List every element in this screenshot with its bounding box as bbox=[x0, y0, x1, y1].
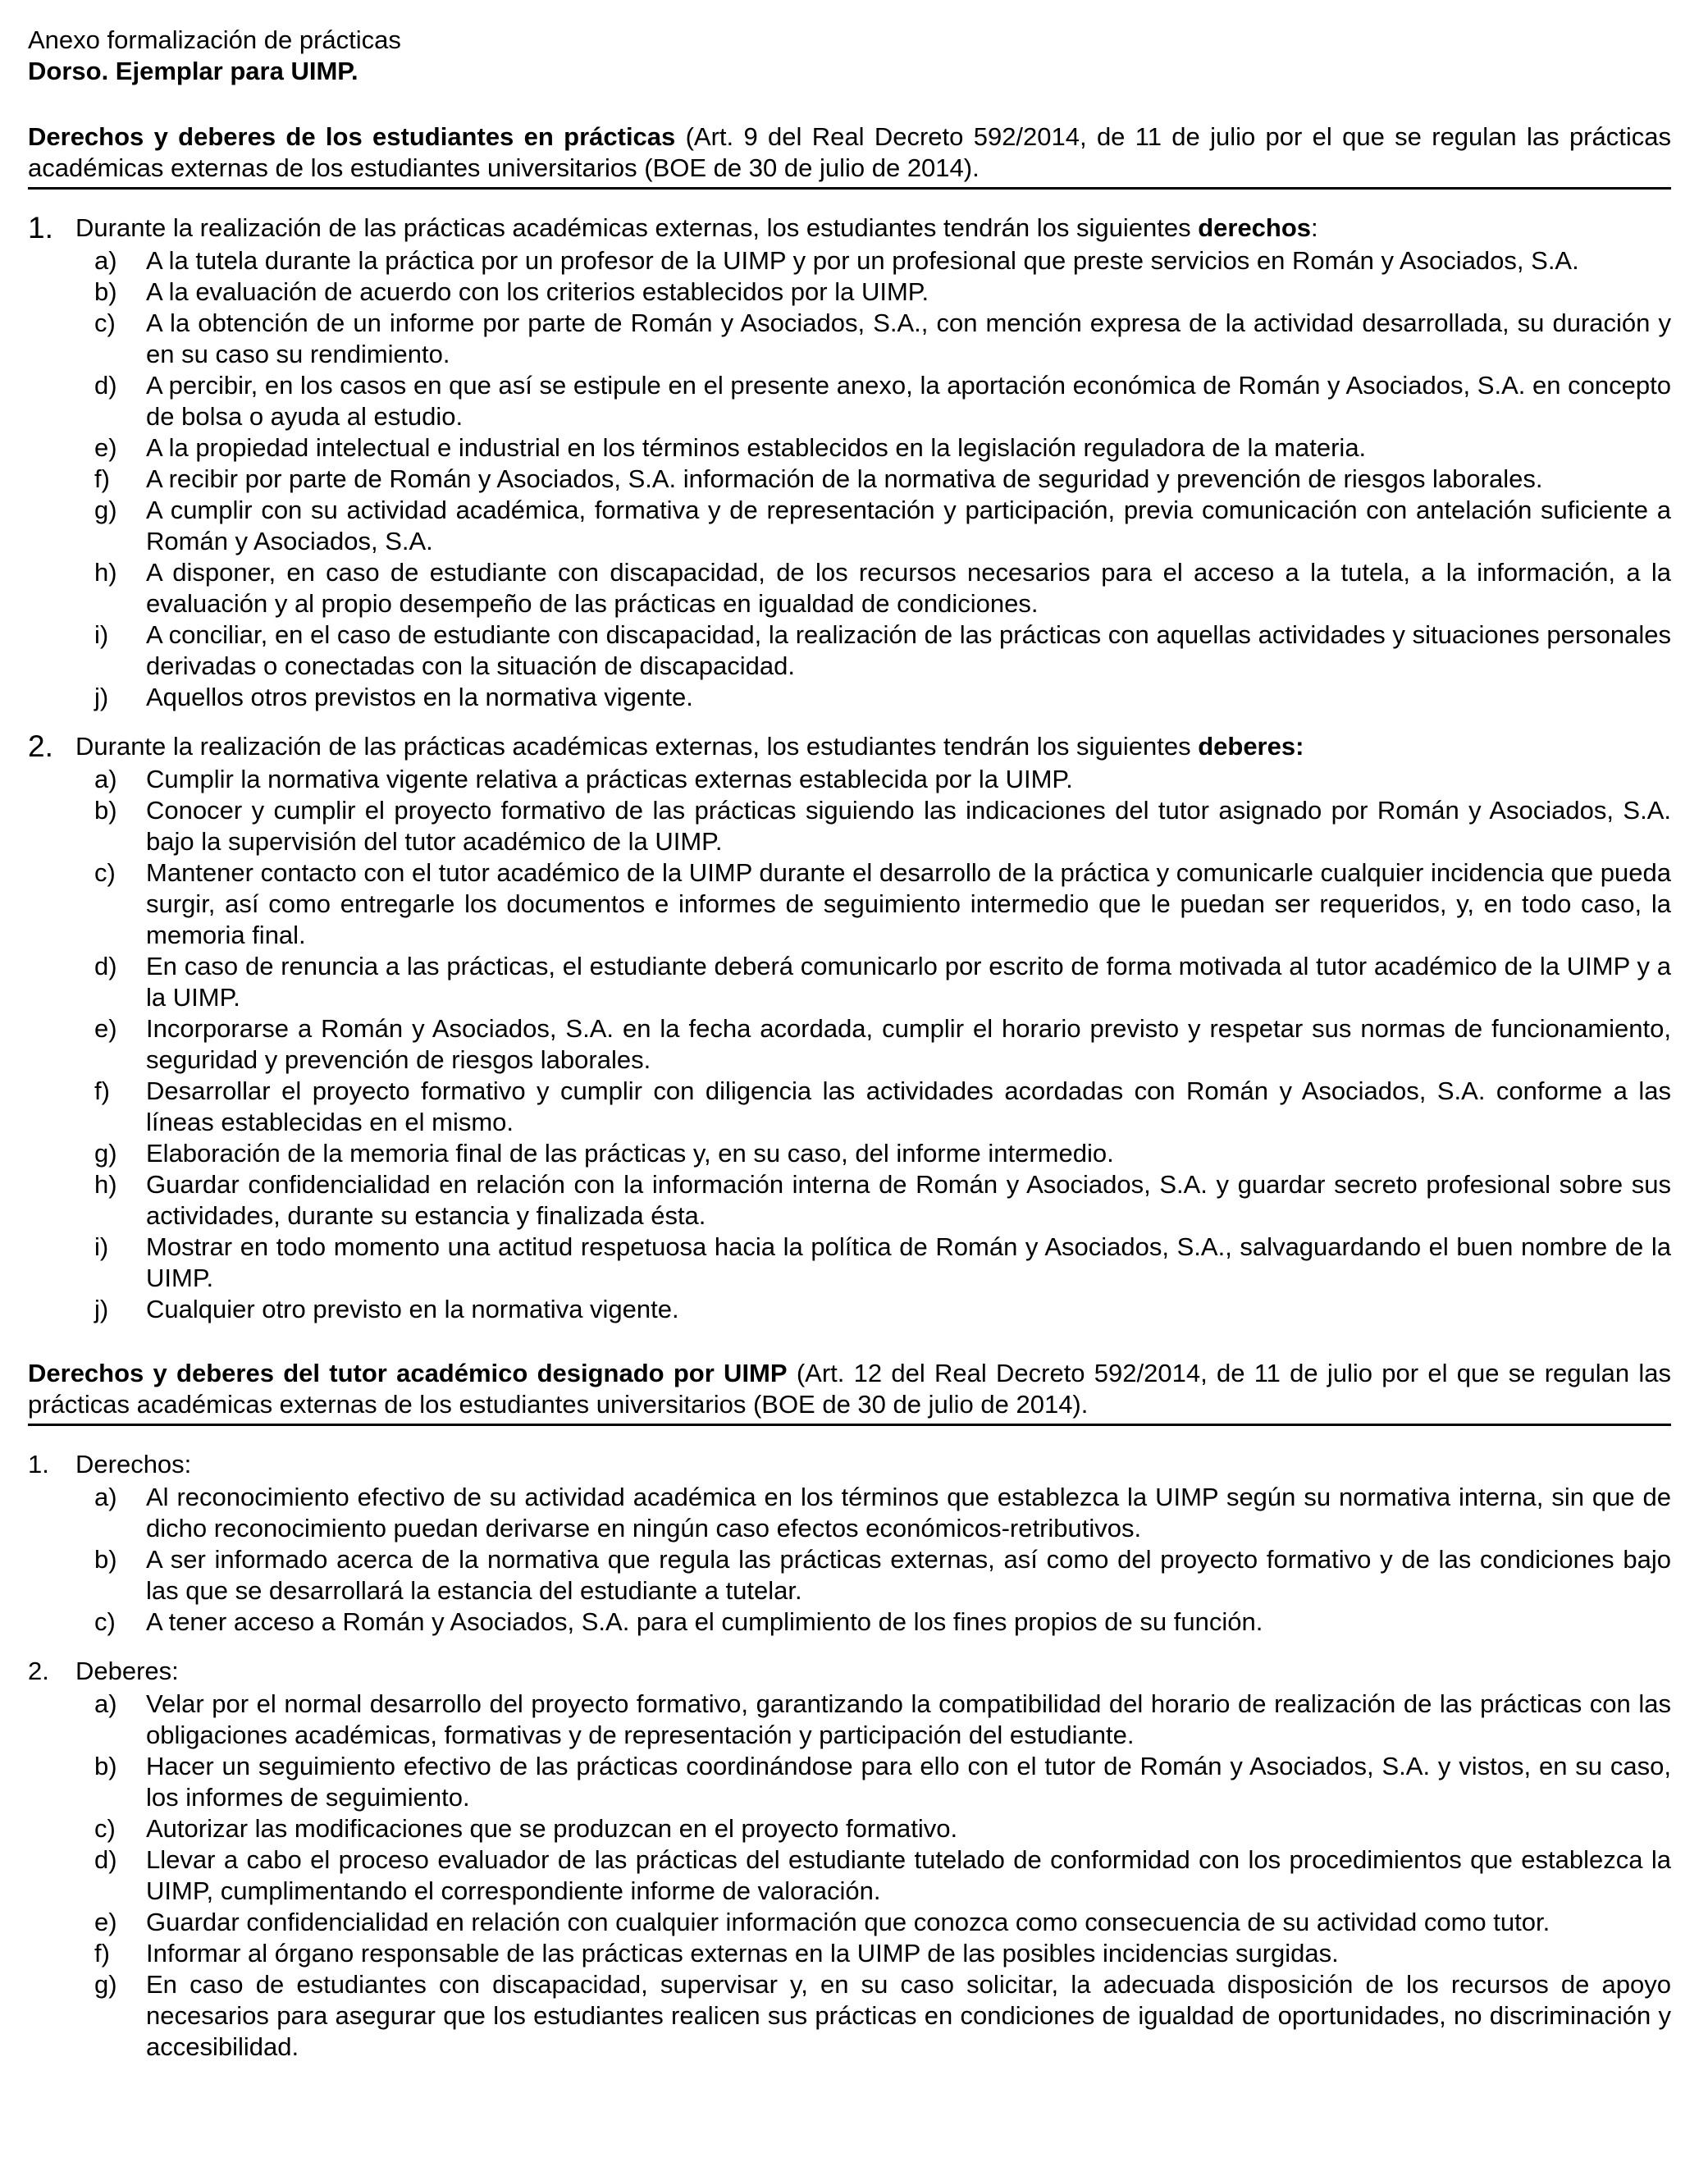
section-heading-bold: Derechos y deberes de los estudiantes en prácticas bbox=[28, 122, 676, 151]
list-item bbox=[75, 1544, 1671, 1607]
list-item-letter: d) bbox=[94, 1845, 117, 1874]
list-item bbox=[75, 557, 1671, 619]
list-item-text: En caso de renuncia a las prácticas, el estudiante deberá comunicarlo por escrito de forma motivada al tutor académico de la UIMP y a la UIMP. bbox=[146, 952, 1671, 1012]
estudiantes-deberes bbox=[28, 731, 1671, 1325]
list-item bbox=[75, 464, 1671, 495]
list-item-letter: h) bbox=[94, 1170, 117, 1199]
list-item-text: A la propiedad intelectual e industrial en los términos establecidos en la legislación reguladora de la materia. bbox=[146, 433, 1367, 462]
list-item-letter: i) bbox=[94, 620, 109, 649]
list-item bbox=[75, 1232, 1671, 1294]
list-item-letter: b) bbox=[94, 796, 117, 825]
list-intro-bold: derechos bbox=[1198, 213, 1312, 242]
list-item bbox=[75, 1013, 1671, 1076]
list-intro: Deberes: bbox=[75, 1657, 179, 1685]
list-item-letter: c) bbox=[94, 309, 116, 337]
list-item-letter: g) bbox=[94, 496, 117, 524]
list-item-letter: c) bbox=[94, 1607, 116, 1636]
sublist bbox=[75, 764, 1671, 1325]
list-item bbox=[75, 1138, 1671, 1169]
list-item-letter: e) bbox=[94, 1014, 117, 1043]
list-item bbox=[75, 1169, 1671, 1232]
list-item bbox=[75, 795, 1671, 857]
list-item bbox=[75, 1607, 1671, 1638]
estudiantes-derechos bbox=[28, 213, 1671, 713]
list-item bbox=[75, 1813, 1671, 1844]
list-item-text: Aquellos otros previstos en la normativa vigente. bbox=[146, 683, 693, 711]
list-item bbox=[75, 1482, 1671, 1544]
list-item-letter: j) bbox=[94, 1295, 109, 1323]
list-item-letter: j) bbox=[94, 683, 109, 711]
section-heading-reference: (Art. 9 del Real Decreto 592/2014, de 11 de julio por el que se regulan las prácticas académicas externas de los estudiantes universitarios (BOE de 30 de julio de 2014). bbox=[28, 122, 1671, 182]
list-item bbox=[75, 432, 1671, 464]
list-item-text: A recibir por parte de Román y Asociados, S.A. información de la normativa de seguridad y prevención de riesgos laborales. bbox=[146, 464, 1543, 493]
list-item-letter: d) bbox=[94, 952, 117, 980]
list-item-text: Velar por el normal desarrollo del proyecto formativo, garantizando la compatibilidad del horario de realización de las prácticas con las obligaciones académicas, formativas y de representación y participación del estudiante. bbox=[146, 1689, 1671, 1749]
list-item-text: A cumplir con su actividad académica, formativa y de representación y participación, previa comunicación con antelación suficiente a Román y Asociados, S.A. bbox=[146, 496, 1671, 555]
list-item-text: A conciliar, en el caso de estudiante con discapacidad, la realización de las prácticas con aquellas actividades y situaciones personales derivadas o conectadas con la situación de discapacidad. bbox=[146, 620, 1671, 680]
list-number: 2. bbox=[28, 1657, 49, 1685]
list-item-letter: f) bbox=[94, 1076, 110, 1105]
list-item-letter: a) bbox=[94, 765, 117, 793]
list-intro: Durante la realización de las prácticas académicas externas, los estudiantes tendrán los siguientes bbox=[75, 732, 1199, 761]
list-item-text: A ser informado acerca de la normativa que regula las prácticas externas, así como del proyecto formativo y de las condiciones bajo las que se desarrollará la estancia del estudiante a tutelar. bbox=[146, 1545, 1671, 1605]
list-item bbox=[75, 370, 1671, 432]
list-item-letter: a) bbox=[94, 246, 117, 275]
list-number: 2. bbox=[28, 729, 53, 763]
list-item-letter: g) bbox=[94, 1139, 117, 1168]
list-item-letter: c) bbox=[94, 858, 116, 887]
document-subtitle: Dorso. Ejemplar para UIMP. bbox=[28, 57, 358, 85]
list-item-text: Desarrollar el proyecto formativo y cumplir con diligencia las actividades acordadas con Román y Asociados, S.A. conforme a las líneas establecidas en el mismo. bbox=[146, 1076, 1671, 1136]
list-number: 1. bbox=[28, 1450, 49, 1479]
list-item bbox=[75, 619, 1671, 682]
list-item-letter: b) bbox=[94, 1545, 117, 1574]
list-item bbox=[75, 764, 1671, 795]
list-item bbox=[75, 682, 1671, 713]
list-item-letter: c) bbox=[94, 1814, 116, 1843]
list-item bbox=[75, 1844, 1671, 1907]
list-item-letter: a) bbox=[94, 1483, 117, 1511]
list-item bbox=[75, 308, 1671, 370]
list-item-text: Autorizar las modificaciones que se produzcan en el proyecto formativo. bbox=[146, 1814, 958, 1843]
estudiantes-list bbox=[28, 213, 1671, 1325]
list-intro: Durante la realización de las prácticas académicas externas, los estudiantes tendrán los siguientes bbox=[75, 213, 1199, 242]
sublist bbox=[75, 1689, 1671, 2063]
list-item-text: A percibir, en los casos en que así se estipule en el presente anexo, la aportación económica de Román y Asociados, S.A. en concepto de bolsa o ayuda al estudio. bbox=[146, 371, 1671, 431]
list-intro: Derechos: bbox=[75, 1450, 192, 1479]
tutor-deberes bbox=[28, 1656, 1671, 2063]
list-item-letter: g) bbox=[94, 1970, 117, 1999]
list-item-letter: e) bbox=[94, 1908, 117, 1936]
list-item-text: Informar al órgano responsable de las prácticas externas en la UIMP de las posibles incidencias surgidas. bbox=[146, 1939, 1339, 1968]
list-item bbox=[75, 951, 1671, 1013]
list-item bbox=[75, 1689, 1671, 1751]
list-number: 1. bbox=[28, 211, 53, 245]
list-item-letter: f) bbox=[94, 1939, 110, 1968]
list-item-text: Mostrar en todo momento una actitud respetuosa hacia la política de Román y Asociados, S.A., salvaguardando el buen nombre de la UIMP. bbox=[146, 1232, 1671, 1292]
list-item-letter: h) bbox=[94, 558, 117, 587]
list-item-letter: e) bbox=[94, 433, 117, 462]
list-item-letter: f) bbox=[94, 464, 110, 493]
list-item-text: Guardar confidencialidad en relación con la información interna de Román y Asociados, S.A. y guardar secreto profesional sobre sus actividades, durante su estancia y finalizada ésta. bbox=[146, 1170, 1671, 1230]
list-item bbox=[75, 277, 1671, 308]
list-item-text: Hacer un seguimiento efectivo de las prácticas coordinándose para ello con el tutor de Román y Asociados, S.A. y vistos, en su caso, los informes de seguimiento. bbox=[146, 1752, 1671, 1812]
list-item bbox=[75, 1751, 1671, 1813]
list-item-text: En caso de estudiantes con discapacidad, supervisar y, en su caso solicitar, la adecuada disposición de los recursos de apoyo necesarios para asegurar que los estudiantes realicen sus prácticas en condiciones de igualdad de oportunidades, no discriminación y accesibilidad. bbox=[146, 1970, 1671, 2061]
list-item-letter: b) bbox=[94, 1752, 117, 1780]
tutor-list bbox=[28, 1449, 1671, 2063]
tutor-derechos bbox=[28, 1449, 1671, 1638]
list-item-text: Cumplir la normativa vigente relativa a prácticas externas establecida por la UIMP. bbox=[146, 765, 1073, 793]
list-item-text: Guardar confidencialidad en relación con cualquier información que conozca como consecuencia de su actividad como tutor. bbox=[146, 1908, 1550, 1936]
list-item-text: Al reconocimiento efectivo de su actividad académica en los términos que establezca la UIMP según su normativa interna, sin que de dicho reconocimiento puedan derivarse en ningún caso efectos económicos-retributivos. bbox=[146, 1483, 1671, 1543]
list-item-letter: a) bbox=[94, 1689, 117, 1718]
list-item bbox=[75, 857, 1671, 951]
list-item-letter: d) bbox=[94, 371, 117, 400]
list-item bbox=[75, 1938, 1671, 1969]
list-item bbox=[75, 245, 1671, 277]
list-item bbox=[75, 1969, 1671, 2063]
section-heading-reference: (Art. 12 del Real Decreto 592/2014, de 11 de julio por el que se regulan las prácticas académicas externas de los estudiantes universitarios (BOE de 30 de julio de 2014). bbox=[28, 1359, 1672, 1419]
list-item-text: Conocer y cumplir el proyecto formativo de las prácticas siguiendo las indicaciones del tutor asignado por Román y Asociados, S.A. bajo la supervisión del tutor académico de la UIMP. bbox=[146, 796, 1671, 856]
list-item-text: Incorporarse a Román y Asociados, S.A. en la fecha acordada, cumplir el horario previsto y respetar sus normas de funcionamiento, seguridad y prevención de riesgos laborales. bbox=[146, 1014, 1671, 1074]
list-item-text: A disponer, en caso de estudiante con discapacidad, de los recursos necesarios para el acceso a la tutela, a la información, a la evaluación y al propio desempeño de las prácticas en igualdad de condiciones. bbox=[146, 558, 1671, 618]
list-item bbox=[75, 495, 1671, 557]
list-intro-bold: deberes: bbox=[1198, 732, 1304, 761]
section-heading-tutor bbox=[28, 1358, 1671, 1426]
list-item-text: A la evaluación de acuerdo con los criterios establecidos por la UIMP. bbox=[146, 277, 929, 306]
section-heading-estudiantes bbox=[28, 121, 1671, 190]
sublist bbox=[75, 1482, 1671, 1638]
section-heading-bold: Derechos y deberes del tutor académico designado por UIMP bbox=[28, 1359, 788, 1387]
list-item-text: Elaboración de la memoria final de las prácticas y, en su caso, del informe intermedio. bbox=[146, 1139, 1114, 1168]
list-item-letter: b) bbox=[94, 277, 117, 306]
list-intro-end: : bbox=[1311, 213, 1318, 242]
list-item-text: Mantener contacto con el tutor académico de la UIMP durante el desarrollo de la práctica y comunicarle cualquier incidencia que pueda surgir, así como entregarle los documentos e informes de seguimiento intermedio que le puedan ser requeridos, y, en todo caso, la memoria final. bbox=[146, 858, 1671, 949]
sublist bbox=[75, 245, 1671, 713]
document-title: Anexo formalización de prácticas bbox=[28, 25, 401, 54]
list-item bbox=[75, 1907, 1671, 1938]
list-item-text: Llevar a cabo el proceso evaluador de las prácticas del estudiante tutelado de conformidad con los procedimientos que establezca la UIMP, cumplimentando el correspondiente informe de valoración. bbox=[146, 1845, 1671, 1905]
list-item-text: A la tutela durante la práctica por un profesor de la UIMP y por un profesional que preste servicios en Román y Asociados, S.A. bbox=[146, 246, 1579, 275]
list-item bbox=[75, 1294, 1671, 1325]
list-item bbox=[75, 1076, 1671, 1138]
list-item-text: Cualquier otro previsto en la normativa vigente. bbox=[146, 1295, 679, 1323]
list-item-text: A tener acceso a Román y Asociados, S.A. para el cumplimiento de los fines propios de su función. bbox=[146, 1607, 1263, 1636]
list-item-letter: i) bbox=[94, 1232, 109, 1261]
list-item-text: A la obtención de un informe por parte de Román y Asociados, S.A., con mención expresa de la actividad desarrollada, su duración y en su caso su rendimiento. bbox=[146, 309, 1671, 368]
